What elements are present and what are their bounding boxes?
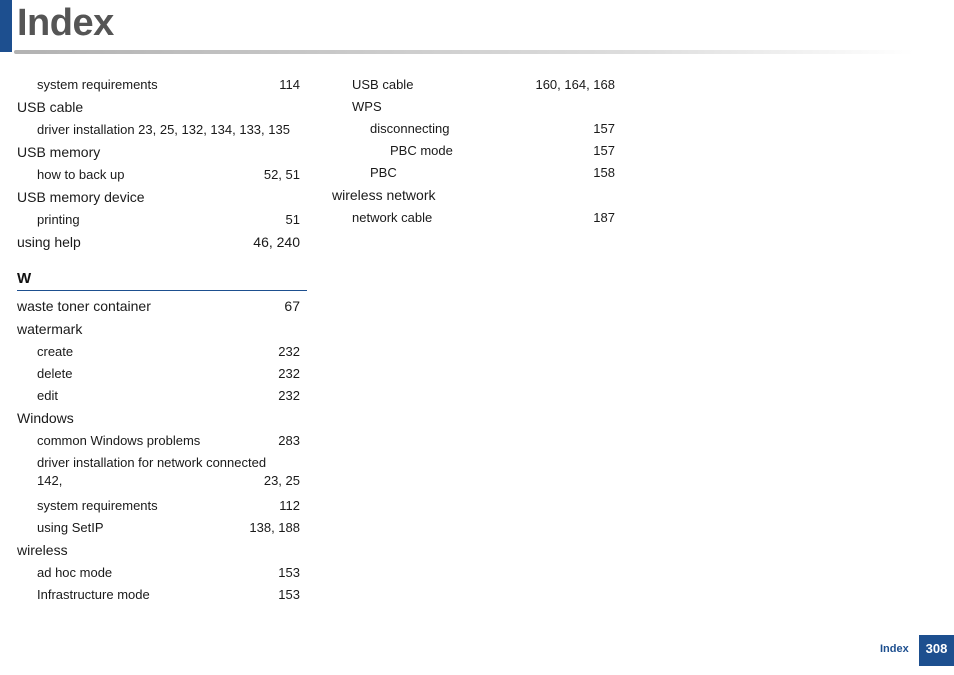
page-title: Index: [17, 2, 114, 44]
index-term: ad hoc mode: [37, 565, 113, 580]
index-term: USB memory: [17, 144, 101, 160]
index-term: printing: [37, 212, 80, 227]
index-term: driver installation 23, 25, 132, 134, 133, 135: [37, 122, 290, 137]
index-page-refs: 157: [593, 121, 615, 136]
index-entries-right: [332, 74, 615, 229]
index-entry: [17, 407, 307, 430]
index-entry: [17, 74, 307, 96]
index-entry: [17, 119, 307, 141]
index-term: USB memory device: [17, 189, 145, 205]
index-page-refs: 187: [593, 210, 615, 225]
index-entry: [17, 295, 307, 318]
index-term: driver installation for network connected: [37, 455, 267, 470]
section-divider: [17, 290, 307, 291]
index-entry: [17, 363, 307, 385]
index-entry: [17, 539, 307, 562]
index-page-refs: 112: [279, 498, 300, 513]
index-term: delete: [37, 366, 73, 381]
index-term: system requirements: [37, 498, 158, 513]
index-term: edit: [37, 388, 58, 403]
index-entry: [332, 140, 615, 162]
index-page-refs: 67: [284, 298, 300, 314]
index-entries-w: [17, 295, 307, 606]
index-entry: [17, 164, 307, 186]
index-entry: [332, 74, 615, 96]
index-term: WPS: [352, 99, 382, 114]
index-entry: [17, 517, 307, 539]
index-term: USB cable: [352, 77, 414, 92]
index-page-refs: 153: [278, 565, 300, 580]
index-entry: [17, 562, 307, 584]
index-term: wireless network: [332, 187, 436, 203]
index-entry: [17, 452, 307, 495]
index-entry: [332, 207, 615, 229]
index-entry: [17, 430, 307, 452]
index-term: common Windows problems: [37, 433, 201, 448]
index-entry: [332, 162, 615, 184]
index-term: Infrastructure mode: [37, 587, 150, 602]
index-column-right: [332, 74, 615, 229]
index-entry: [17, 209, 307, 231]
index-term-continued: 142,: [37, 473, 63, 488]
index-page-refs: 232: [278, 388, 300, 403]
index-page-refs: 158: [593, 165, 615, 180]
title-accent-bar: [0, 0, 12, 52]
index-column-left: [17, 74, 307, 606]
index-page-refs: 153: [278, 587, 300, 602]
index-page-refs: 157: [593, 143, 615, 158]
index-entry: [17, 318, 307, 341]
index-page-refs: 232: [278, 366, 300, 381]
index-entry: [17, 186, 307, 209]
index-page-refs: 160, 164, 168: [535, 77, 615, 92]
index-entry: [332, 96, 615, 118]
index-term: PBC mode: [390, 143, 453, 158]
index-page-refs: 232: [278, 344, 300, 359]
index-term: PBC: [370, 165, 397, 180]
index-page-refs: 283: [278, 433, 300, 448]
index-term: create: [37, 344, 74, 359]
index-entry: [17, 141, 307, 164]
index-term: how to back up: [37, 167, 125, 182]
page-number-badge: 308: [919, 635, 954, 666]
footer-section-label: Index: [880, 643, 909, 655]
index-entry: [17, 341, 307, 363]
title-divider: [14, 50, 914, 54]
index-term: watermark: [17, 321, 83, 337]
index-entry: [17, 231, 307, 254]
index-term: waste toner container: [17, 298, 151, 314]
index-entry: [17, 385, 307, 407]
index-page-refs: 46, 240: [253, 234, 300, 250]
index-term: disconnecting: [370, 121, 450, 136]
index-page-refs: 52, 51: [263, 167, 300, 182]
index-entries-u: [17, 74, 307, 254]
index-entry: [17, 96, 307, 119]
index-term: using help: [17, 234, 81, 250]
index-term: Windows: [17, 410, 74, 426]
index-page-refs: 51: [285, 212, 300, 227]
index-page-refs: 23, 25: [263, 473, 300, 488]
index-term: using SetIP: [37, 520, 104, 535]
index-entry: [17, 495, 307, 517]
index-term: wireless: [17, 542, 68, 558]
index-term: network cable: [352, 210, 433, 225]
index-page-refs: 114: [279, 77, 300, 92]
index-entry: [17, 584, 307, 606]
index-term: system requirements: [37, 77, 158, 92]
index-page-refs: 138, 188: [249, 520, 300, 535]
index-entry: [332, 118, 615, 140]
index-term: USB cable: [17, 99, 84, 115]
section-letter-w: W: [17, 270, 32, 287]
index-entry: [332, 184, 615, 207]
